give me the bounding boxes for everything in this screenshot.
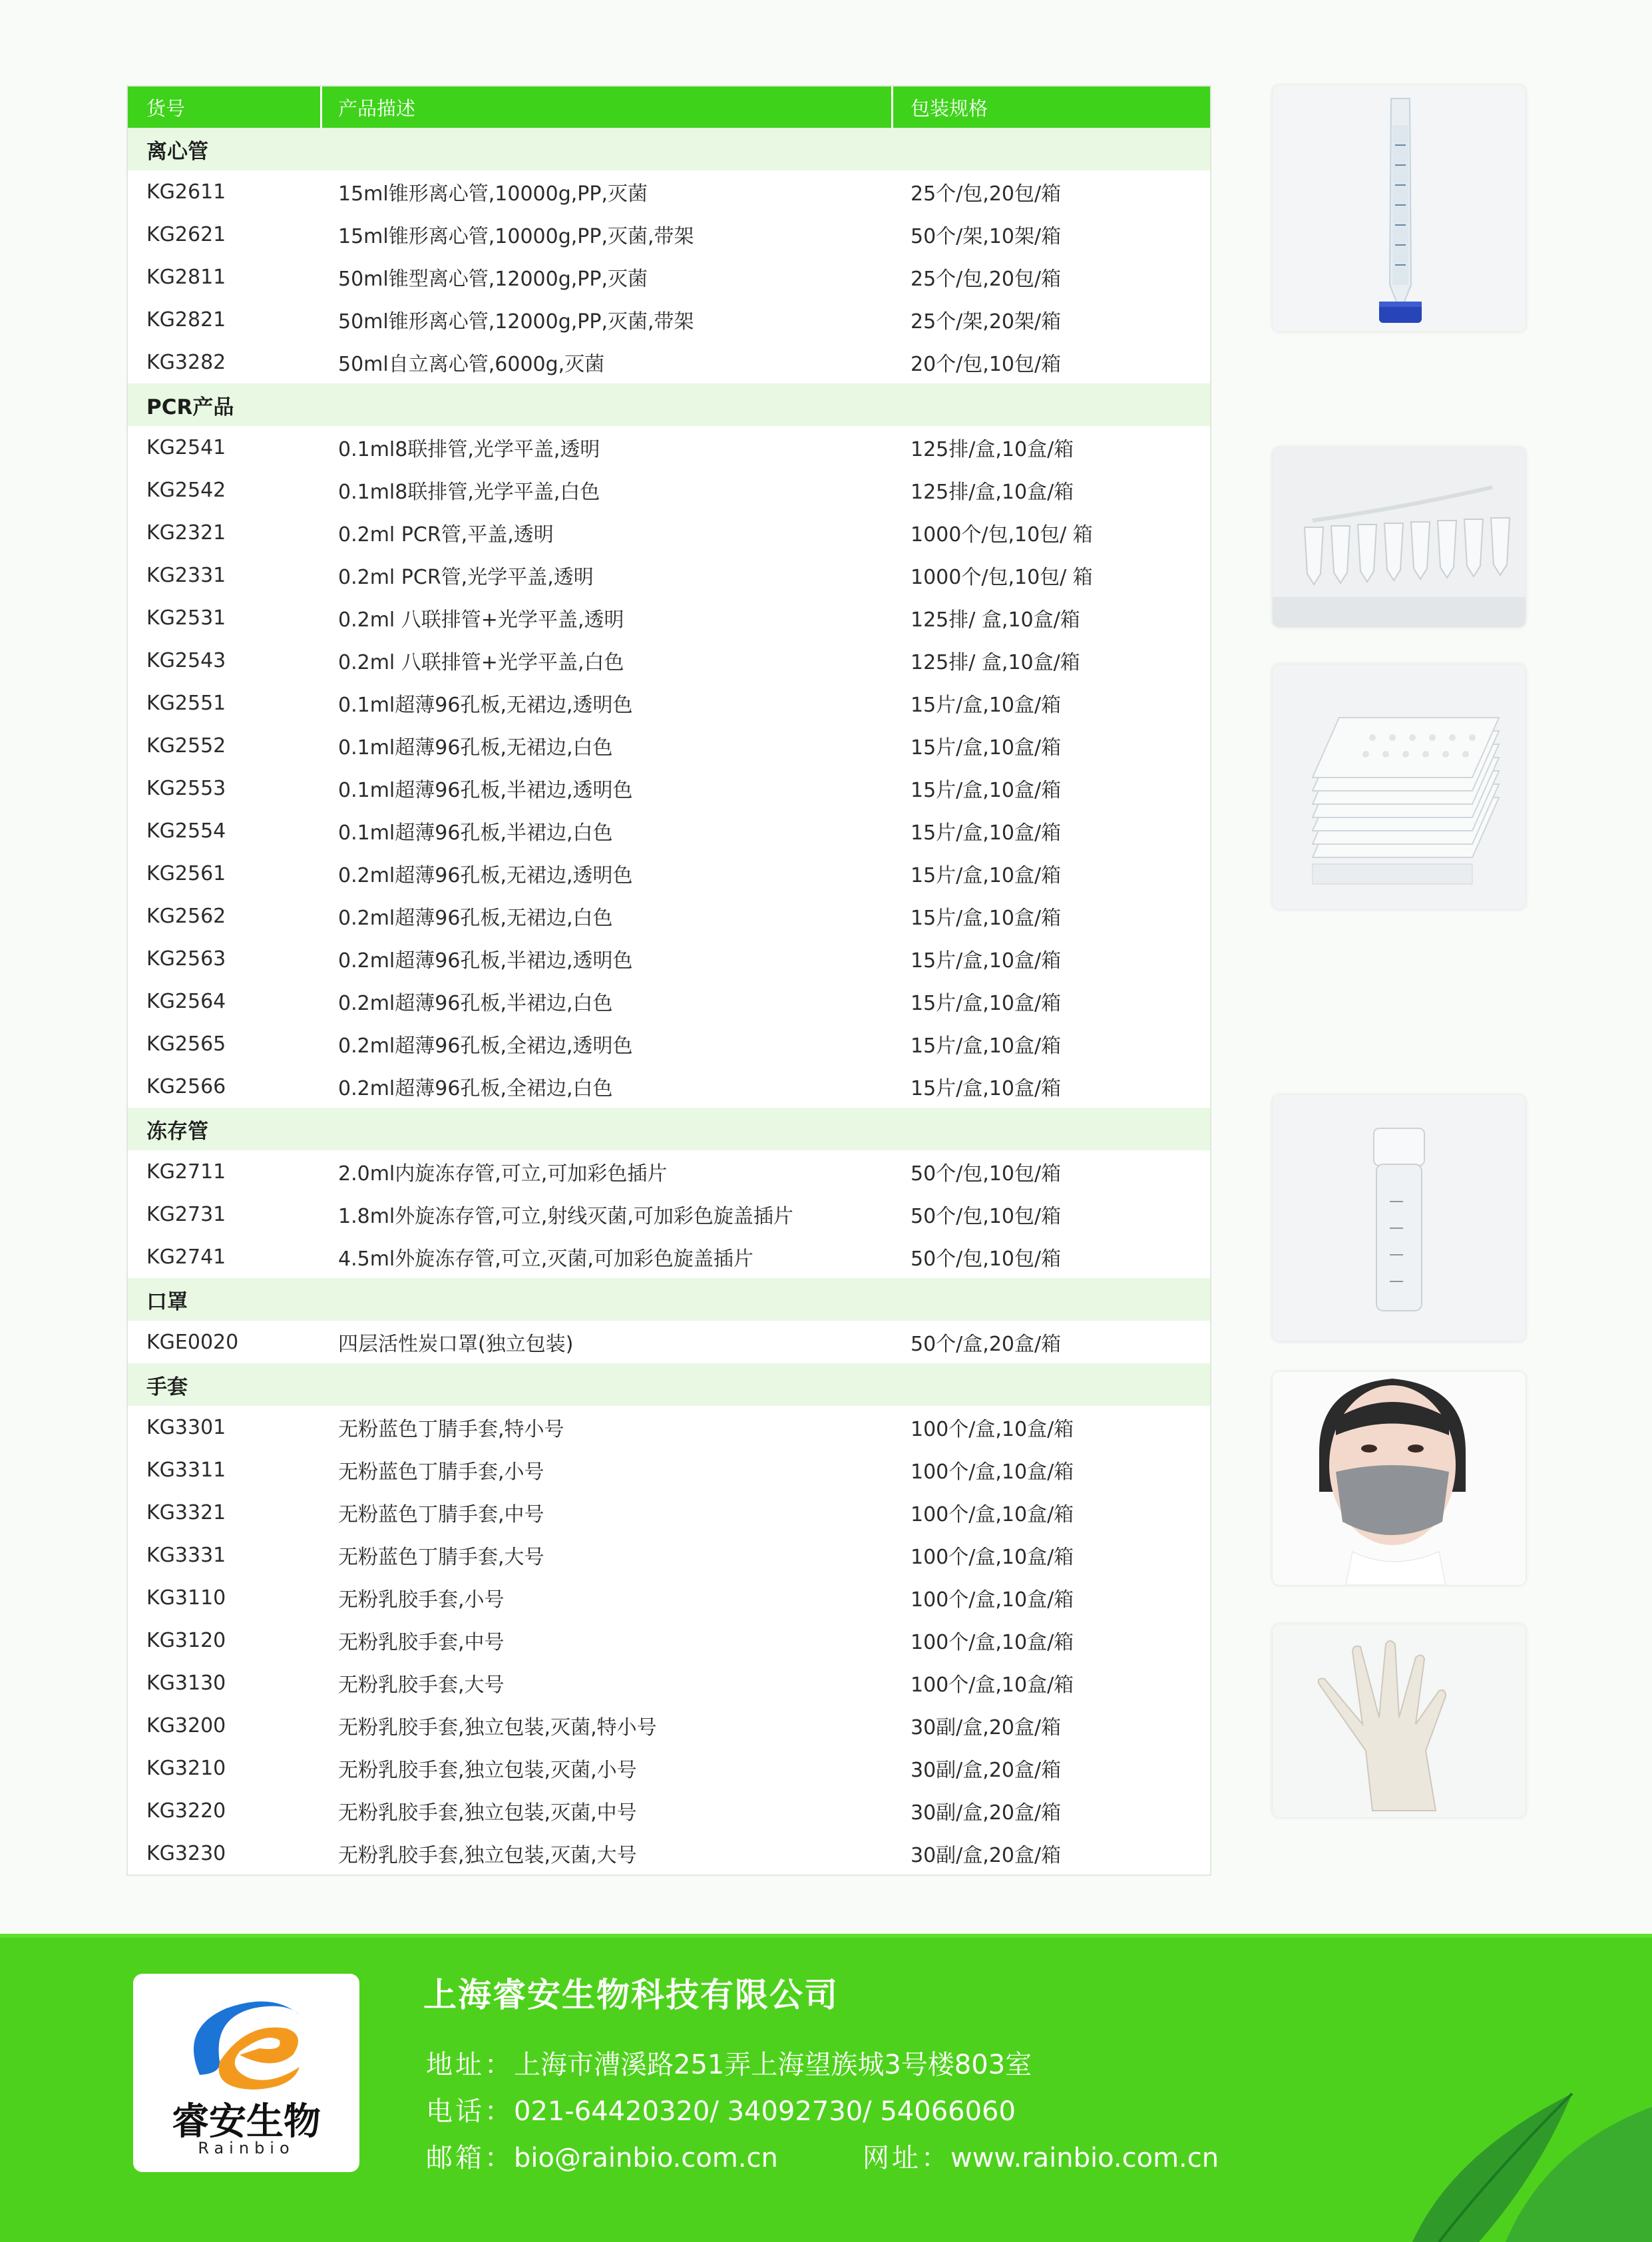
item-number-cell: KG3130 [146, 1671, 226, 1695]
packaging-cell: 20个/包,10包/箱 [911, 353, 1062, 376]
packaging-cell: 15片/盒,10盒/箱 [911, 949, 1062, 973]
phone-line [426, 2090, 1016, 2128]
item-number-cell: KG3210 [146, 1756, 226, 1780]
description-cell: 15ml锥形离心管,10000g,PP,灭菌,带架 [338, 225, 694, 248]
table-row [128, 724, 1210, 767]
description-cell: 无粉乳胶手套,独立包装,灭菌,大号 [338, 1844, 637, 1867]
section-header: 冻存管 [128, 1108, 1210, 1150]
description-cell: 0.1ml8联排管,光学平盖,透明 [338, 438, 600, 461]
glove-photo [1273, 1624, 1526, 1817]
packaging-cell: 100个/盒,10盒/箱 [911, 1418, 1074, 1441]
packaging-cell: 50个/架,10架/箱 [911, 225, 1062, 248]
item-number-cell: KG3331 [146, 1543, 226, 1567]
description-cell: 无粉蓝色丁腈手套,中号 [338, 1503, 544, 1526]
packaging-cell: 15片/盒,10盒/箱 [911, 1034, 1062, 1058]
packaging-cell: 15片/盒,10盒/箱 [911, 1077, 1062, 1100]
address-label: 地址： [426, 2050, 514, 2080]
packaging-cell: 125排/ 盒,10盒/箱 [911, 651, 1080, 674]
packaging-cell: 15片/盒,10盒/箱 [911, 864, 1062, 887]
item-number-cell: KG2611 [146, 180, 226, 204]
pcr-strip-photo [1273, 447, 1526, 627]
table-row [128, 511, 1210, 554]
description-cell: 无粉乳胶手套,独立包装,灭菌,中号 [338, 1801, 637, 1825]
item-number-cell: KG3110 [146, 1586, 226, 1610]
table-row [128, 895, 1210, 937]
table-row [128, 639, 1210, 682]
table-row [128, 469, 1210, 511]
packaging-cell: 30副/盒,20盒/箱 [911, 1759, 1062, 1782]
packaging-cell: 1000个/包,10包/ 箱 [911, 566, 1093, 589]
table-row [128, 1491, 1210, 1534]
packaging-cell: 15片/盒,10盒/箱 [911, 736, 1062, 760]
description-cell: 1.8ml外旋冻存管,可立,射线灭菌,可加彩色旋盖插片 [338, 1205, 793, 1228]
description-cell: 50ml自立离心管,6000g,灭菌 [338, 353, 605, 376]
item-number-cell: KG2565 [146, 1032, 226, 1056]
description-cell: 0.1ml超薄96孔板,无裙边,透明色 [338, 694, 633, 717]
header-item-number: 货号 [128, 87, 322, 128]
leaf-decoration-icon [1372, 2054, 1652, 2242]
description-cell: 0.2ml PCR管,平盖,透明 [338, 523, 554, 547]
pcr-strip-icon [1273, 447, 1526, 627]
section-header: PCR产品 [128, 383, 1210, 426]
item-number-cell: KG2731 [146, 1202, 226, 1226]
description-cell: 0.2ml超薄96孔板,半裙边,白色 [338, 992, 613, 1015]
item-number-cell: KG2561 [146, 861, 226, 885]
table-row [128, 767, 1210, 809]
packaging-cell: 100个/盒,10盒/箱 [911, 1460, 1074, 1484]
packaging-cell: 100个/盒,10盒/箱 [911, 1674, 1074, 1697]
packaging-cell: 50个/盒,20盒/箱 [911, 1333, 1062, 1356]
description-cell: 15ml锥形离心管,10000g,PP,灭菌 [338, 182, 648, 206]
table-body [128, 128, 1210, 1875]
packaging-cell: 25个/包,20包/箱 [911, 182, 1062, 206]
item-number-cell: KG2821 [146, 308, 226, 332]
footer-strip [0, 1934, 1652, 1938]
centrifuge-tube-icon [1273, 85, 1526, 332]
address-value: 上海市漕溪路251弄上海望族城3号楼803室 [514, 2050, 1032, 2080]
description-cell: 四层活性炭口罩(独立包装) [338, 1333, 574, 1356]
table-row [128, 980, 1210, 1022]
table-row [128, 1662, 1210, 1704]
mask-model-photo [1273, 1372, 1526, 1585]
item-number-cell: KG2741 [146, 1245, 226, 1269]
header-packaging: 包装规格 [911, 97, 988, 120]
well-plate-icon [1273, 664, 1526, 909]
table-row [128, 937, 1210, 980]
item-number-cell: KG3282 [146, 350, 226, 374]
packaging-cell: 15片/盒,10盒/箱 [911, 907, 1062, 930]
table-row [128, 256, 1210, 298]
address-line [426, 2044, 1032, 2082]
item-number-cell: KG2531 [146, 606, 226, 630]
packaging-cell: 30副/盒,20盒/箱 [911, 1801, 1062, 1825]
packaging-cell: 100个/盒,10盒/箱 [911, 1546, 1074, 1569]
item-number-cell: KG3200 [146, 1713, 226, 1737]
table-row [128, 1534, 1210, 1576]
table-row [128, 1576, 1210, 1619]
description-cell: 0.1ml超薄96孔板,无裙边,白色 [338, 736, 613, 760]
packaging-cell: 15片/盒,10盒/箱 [911, 779, 1062, 802]
description-cell: 无粉蓝色丁腈手套,大号 [338, 1546, 544, 1569]
item-number-cell: KG3321 [146, 1500, 226, 1524]
item-number-cell: KG2321 [146, 521, 226, 545]
email-label: 邮箱： [426, 2143, 514, 2173]
item-number-cell: KG2563 [146, 947, 226, 971]
description-cell: 无粉蓝色丁腈手套,特小号 [338, 1418, 564, 1441]
item-number-cell: KG2711 [146, 1160, 226, 1184]
packaging-cell: 1000个/包,10包/ 箱 [911, 523, 1093, 547]
section-header: 口罩 [128, 1278, 1210, 1321]
description-cell: 无粉乳胶手套,小号 [338, 1588, 505, 1612]
packaging-cell: 15片/盒,10盒/箱 [911, 992, 1062, 1015]
website-label: 网址： [863, 2143, 950, 2173]
description-cell: 0.1ml8联排管,光学平盖,白色 [338, 481, 600, 504]
item-number-cell: KG2551 [146, 691, 226, 715]
description-cell: 2.0ml内旋冻存管,可立,可加彩色插片 [338, 1162, 668, 1186]
description-cell: 0.2ml超薄96孔板,无裙边,白色 [338, 907, 613, 930]
item-number-cell: KGE0020 [146, 1330, 239, 1354]
description-cell: 无粉乳胶手套,大号 [338, 1674, 505, 1697]
packaging-cell: 30副/盒,20盒/箱 [911, 1716, 1062, 1739]
table-row [128, 852, 1210, 895]
table-row [128, 1065, 1210, 1108]
website-value[interactable]: www.rainbio.com.cn [950, 2143, 1219, 2173]
description-cell: 50ml锥形离心管,12000g,PP,灭菌,带架 [338, 310, 694, 334]
company-name: 上海睿安生物科技有限公司 [423, 1976, 839, 2014]
table-header [128, 87, 1210, 128]
description-cell: 0.2ml超薄96孔板,半裙边,透明色 [338, 949, 633, 973]
table-row [128, 1193, 1210, 1235]
packaging-cell: 50个/包,10包/箱 [911, 1247, 1062, 1271]
section-header: 离心管 [128, 128, 1210, 170]
item-number-cell: KG3311 [146, 1458, 226, 1482]
description-cell: 无粉乳胶手套,独立包装,灭菌,小号 [338, 1759, 637, 1782]
packaging-cell: 100个/盒,10盒/箱 [911, 1503, 1074, 1526]
logo-chinese-name: 睿安生物 [172, 2100, 321, 2143]
table-row [128, 809, 1210, 852]
centrifuge-tube-photo [1273, 85, 1526, 332]
phone-label: 电话： [426, 2096, 514, 2127]
item-number-cell: KG2562 [146, 904, 226, 928]
description-cell: 50ml锥型离心管,12000g,PP,灭菌 [338, 268, 648, 291]
table-row [128, 554, 1210, 596]
table-row [128, 1022, 1210, 1065]
phone-value: 021-64420320/ 34092730/ 54066060 [514, 2096, 1016, 2127]
cryo-tube-icon [1273, 1095, 1526, 1341]
website-line [863, 2137, 1219, 2175]
item-number-cell: KG3220 [146, 1799, 226, 1823]
description-cell: 0.2ml 八联排管+光学平盖,透明 [338, 608, 624, 632]
email-line [426, 2137, 778, 2175]
packaging-cell: 25个/架,20架/箱 [911, 310, 1062, 334]
packaging-cell: 125排/盒,10盒/箱 [911, 438, 1074, 461]
description-cell: 0.2ml超薄96孔板,全裙边,透明色 [338, 1034, 633, 1058]
description-cell: 无粉乳胶手套,独立包装,灭菌,特小号 [338, 1716, 657, 1739]
item-number-cell: KG2564 [146, 989, 226, 1013]
packaging-cell: 50个/包,10包/箱 [911, 1162, 1062, 1186]
table-row [128, 596, 1210, 639]
glove-icon [1273, 1624, 1526, 1817]
item-number-cell: KG2811 [146, 265, 226, 289]
plate-stack-photo [1273, 664, 1526, 909]
packaging-cell: 125排/盒,10盒/箱 [911, 481, 1074, 504]
product-table [126, 85, 1211, 1876]
item-number-cell: KG2542 [146, 478, 226, 502]
packaging-cell: 25个/包,20包/箱 [911, 268, 1062, 291]
item-number-cell: KG2553 [146, 776, 226, 800]
table-row [128, 170, 1210, 213]
section-header: 手套 [128, 1363, 1210, 1406]
table-row [128, 1704, 1210, 1747]
item-number-cell: KG2566 [146, 1074, 226, 1098]
item-number-cell: KG2552 [146, 734, 226, 758]
table-row [128, 298, 1210, 341]
item-number-cell: KG2541 [146, 435, 226, 459]
description-cell: 0.1ml超薄96孔板,半裙边,透明色 [338, 779, 633, 802]
packaging-cell: 15片/盒,10盒/箱 [911, 821, 1062, 845]
table-row [128, 426, 1210, 469]
description-cell: 0.1ml超薄96孔板,半裙边,白色 [338, 821, 613, 845]
description-cell: 0.2ml超薄96孔板,全裙边,白色 [338, 1077, 613, 1100]
description-cell: 4.5ml外旋冻存管,可立,灭菌,可加彩色旋盖插片 [338, 1247, 753, 1271]
item-number-cell: KG3301 [146, 1415, 226, 1439]
header-description: 产品描述 [322, 87, 893, 128]
rainbio-logo-icon [173, 1988, 319, 2095]
item-number-cell: KG2543 [146, 648, 226, 672]
item-number-cell: KG3230 [146, 1841, 226, 1865]
table-row [128, 1150, 1210, 1193]
packaging-cell: 15片/盒,10盒/箱 [911, 694, 1062, 717]
description-cell: 无粉蓝色丁腈手套,小号 [338, 1460, 544, 1484]
table-row [128, 341, 1210, 383]
packaging-cell: 50个/包,10包/箱 [911, 1205, 1062, 1228]
table-row [128, 1235, 1210, 1278]
email-value[interactable]: bio@rainbio.com.cn [514, 2143, 778, 2173]
packaging-cell: 100个/盒,10盒/箱 [911, 1588, 1074, 1612]
item-number-cell: KG2331 [146, 563, 226, 587]
table-row [128, 213, 1210, 256]
description-cell: 无粉乳胶手套,中号 [338, 1631, 505, 1654]
description-cell: 0.2ml超薄96孔板,无裙边,透明色 [338, 864, 633, 887]
table-row [128, 1619, 1210, 1662]
table-row [128, 1321, 1210, 1363]
table-row [128, 1747, 1210, 1789]
packaging-cell: 30副/盒,20盒/箱 [911, 1844, 1062, 1867]
description-cell: 0.2ml PCR管,光学平盖,透明 [338, 566, 594, 589]
packaging-cell: 100个/盒,10盒/箱 [911, 1631, 1074, 1654]
packaging-cell: 125排/ 盒,10盒/箱 [911, 608, 1080, 632]
cryo-tube-photo [1273, 1095, 1526, 1341]
table-row [128, 682, 1210, 724]
table-row [128, 1449, 1210, 1491]
logo-english-name: Rainbio [198, 2139, 295, 2157]
table-row [128, 1832, 1210, 1875]
description-cell: 0.2ml 八联排管+光学平盖,白色 [338, 651, 624, 674]
item-number-cell: KG2554 [146, 819, 226, 843]
item-number-cell: KG3120 [146, 1628, 226, 1652]
table-row [128, 1789, 1210, 1832]
item-number-cell: KG2621 [146, 222, 226, 246]
company-logo [133, 1974, 359, 2172]
table-row [128, 1406, 1210, 1449]
person-with-mask-icon [1273, 1372, 1526, 1585]
footer [0, 1934, 1652, 2242]
